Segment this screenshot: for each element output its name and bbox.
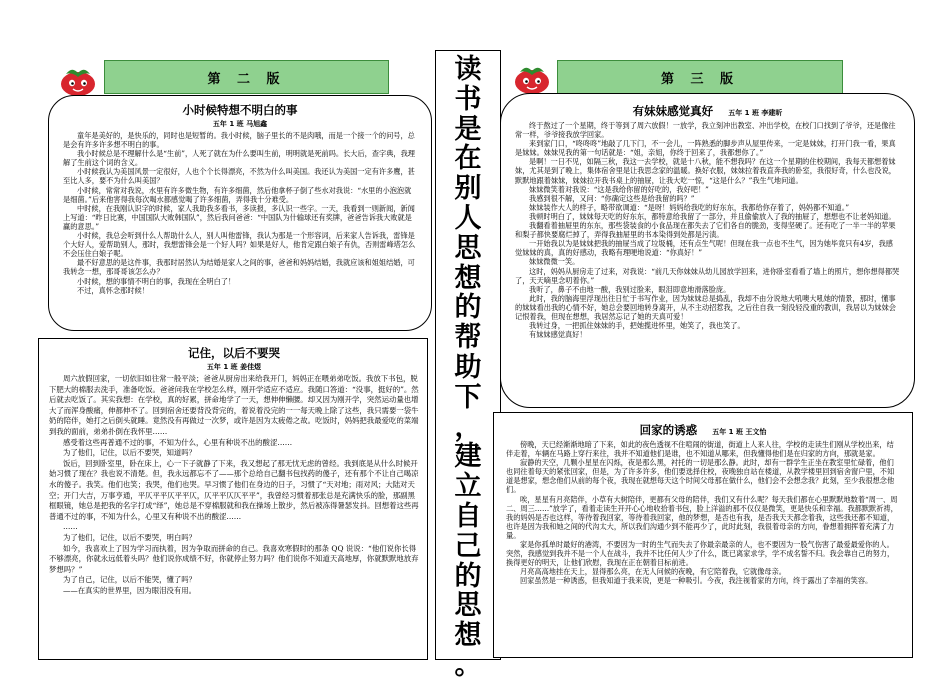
vertical-quote-char: 建 bbox=[454, 441, 482, 473]
paragraph: 最不好意思的是这件事，我那时居然认为结婚是家人之间的事，爸爸和妈妈结婚，我就应该和姐姐结婚，可我转念一想，那哥哥该怎么办？ bbox=[63, 258, 415, 277]
page-number-label: 第 二 版 bbox=[207, 71, 286, 87]
paragraph: 妹妹微笑着对我说：“这是我给你留的好吃的，我好吧！” bbox=[529, 184, 709, 194]
strawberry-logo-right bbox=[510, 56, 554, 96]
paragraph: 童年是美好的，是快乐的，同时也是短暂的。我小时候，脑子里长的不是肉哦，而是一个接一个的问号，总是会有许多许多想不明白的事。 bbox=[63, 131, 415, 150]
paragraph: 中时候，在我刚认识字的时候，家人我助我多看书，多读报，多认识一些字。一天，我看到一则新闻，新闻上写道：“昨日比赛，中国国队大败韩国队”，然后我问爸爸：“中国队为什输球还有奖牌，爸爸告诉我大败就是赢的意思。” bbox=[63, 203, 415, 231]
paragraph: 饭后，回到卧室里，卧在床上，心一下子就静了下来，我又想起了那无忧无虑的曾经。我到底是从什么时候开始习惯了现在？我也说不清楚。但，我永远都忘不了——那个总给自己翻书包找药的傻子，还有那个不让自己喝凉水的傻子。我笑。他们也笑；我哭，他们也哭。早习惯了他们在身边的日子，习惯了“天对地；雨对风；大陆对天空；开门大吉，万事亨通，平仄平平仄平平仄，仄平平仄仄平平”，我曾经习惯着那张总是充满快乐的脸，那副黑框眼镜，她总是把我的名字打成“绎”，她总是不穿棉服就和我在操场上散步，然后被冻得暑瑟发抖。回想着这些再普通不过的事，不知为什么，心里又有种说不出的酸涩…… bbox=[49, 458, 419, 521]
vertical-quote-char: 立 bbox=[454, 471, 482, 503]
vertical-quote bbox=[455, 51, 482, 681]
vertical-quote-char: 别 bbox=[454, 173, 482, 205]
vertical-quote-column bbox=[435, 50, 501, 681]
article-heading bbox=[506, 419, 900, 438]
vertical-quote-char: 是 bbox=[454, 113, 482, 145]
vertical-quote-char: 下 bbox=[454, 381, 482, 413]
vertical-quote-char: ， bbox=[454, 411, 482, 443]
vertical-quote-char: 自 bbox=[454, 500, 482, 532]
paragraph: 小时候，常常对我说，水里有许多微生物，有许多细菌，然后他拿杯子倒了些水对我说：“水里的小泡泡就是细菌。”后来他害得我每次喝水都感觉喝了许多细菌，弄得我十分难受。 bbox=[63, 185, 412, 204]
vertical-quote-char: 的 bbox=[454, 292, 482, 324]
paragraph: …… bbox=[63, 522, 78, 532]
paragraph: 不过，真怀念那时候！ bbox=[77, 285, 149, 295]
vertical-quote-char: 己 bbox=[454, 530, 482, 562]
paragraph: 小时候，我总会听到什么人帮助什么人，别人叫他雷锋，我认为那是一个形容词，后来家人告诉我，雷锋是个大好人，爱帮助别人，那时，我想雷锋会是一个好人吗？如果是好人，他肯定跟白娘子有仇，否则雷峰塔怎么不会压住白娘子呢。 bbox=[63, 231, 416, 259]
paragraph: 月亮高高地挂在天上，显得那么亮，在无人问候的夜晚，有它陪着我，它就像母亲。 bbox=[520, 567, 786, 577]
paragraph: 妹妹微微一笑。 bbox=[529, 257, 580, 267]
paragraph: 我感到很不解，又问：“你确定这些是给我留的吗？” bbox=[529, 193, 695, 203]
vertical-quote-char: 想 bbox=[454, 262, 482, 294]
paragraph: 妹妹装作大人的样子，略带欲调道：“是呀！妈妈给我吃的好东东，我都给你存着了，妈妈都不知道。” bbox=[529, 202, 850, 212]
vertical-quote-char: 帮 bbox=[454, 322, 482, 354]
paragraph: 终于熬过了一个星期，终于等到了周六放假！一放学，我立刻冲出教室、冲出学校，在校门口找到了爷爷，还是像往常一样，爷爷接我放学回家。 bbox=[515, 121, 896, 140]
paragraph: 家是你孤单时最好的港湾，不要因为一时的生气而失去了你最亲最亲的人，也不要因为一股气伤害了最爱最爱你的人。突然，我感觉到我并不是一个人在战斗，我并不比任何人少了什么，既已离家求学，学不成名誓不归。我会靠自己的努力，换得更好的明天，让他们欣慰，我现在正在朝着目标前进。 bbox=[506, 540, 895, 568]
paragraph: 回家虽然是一种诱惑，但我知道于我来说，更是一种吸引。今夜，我注视着家的方向，终于露出了幸福的笑容。 bbox=[520, 576, 873, 586]
article-body bbox=[49, 374, 419, 596]
paragraph: 一开始我以为是妹妹把我的抽屉当成了垃圾桶，还有点生气呢！但现在我一点也不生气，因为她毕竟只有4岁，我感觉妹妹的真，真的好感动，我略有理哽地说道：“你真好！” bbox=[515, 239, 893, 258]
article-body bbox=[63, 131, 417, 295]
paragraph: 为了他们，记住，以后不要哭，明白吗？ bbox=[63, 532, 197, 542]
paragraph: ——在真实的世界里，因为眼泪没有用。 bbox=[63, 585, 197, 595]
paragraph: 唉，星星有月亮陪伴，小草有大树陪伴，更都有父母的陪伴，我们又有什么呢？每天我们都在心里默默地数着“周一、周二、周三……”放学了，看着走读生开开心心地收拾着书包，脸上洋溢的那不仅仅是微笑，更是快乐和幸福。我都默默祈祷，我的妈妈是否也这样，等待着我回家，等待着我回家，他的梦想，是否也有我，是否我天天都念着我，这些我还都不知道，也许是因为我和她之间的代沟太大，所以我们沟通少到不能再少了，此时此刻，我很着母亲的方向，眷想着拥挥着充满了力量。 bbox=[506, 494, 898, 540]
vertical-quote-char: 助 bbox=[454, 351, 482, 383]
article-box-home bbox=[493, 412, 913, 658]
article-box-crying bbox=[38, 338, 428, 660]
article-title: 有妹妹感觉真好 bbox=[632, 104, 714, 118]
paragraph: 有妹妹感觉真好！ bbox=[529, 330, 587, 340]
vertical-quote-char: 读 bbox=[454, 54, 482, 85]
article-author: 五年 1 班 李建昕 bbox=[728, 109, 783, 117]
paragraph: 我转过身，一把抓住妹妹的手，把她揽进怀里，她笑了，我也笑了。 bbox=[529, 321, 745, 331]
paragraph: 我顿时明白了，妹妹每天吃的好东东，都特意给我留了一部分，并且偷偷放入了我的抽屉了，想想也不让老妈知道。 bbox=[529, 211, 896, 221]
vertical-quote-char: 的 bbox=[454, 560, 482, 592]
article-title: 回家的诱惑 bbox=[639, 423, 698, 437]
vertical-quote-char: 在 bbox=[454, 143, 482, 175]
vertical-quote-char: 人 bbox=[454, 202, 482, 234]
article-author: 五年 1 班 姜佳煜 bbox=[206, 363, 262, 371]
paragraph: 为了他们，记住，以后不要哭，知道吗？ bbox=[63, 448, 197, 458]
article-title: 记住，以后不要哭 bbox=[188, 346, 280, 360]
paragraph: 如今，我喜欢上了因为学习而执着，因为争取而拼命的自己。我喜欢寒假时的那条 QQ 说说：“他们说你长得不够漂亮，你就永远低着头吗？他们说你成绩不好，你就停止努力吗？他们说你不知道天高地厚，你就默默地放弃梦想吗？” bbox=[49, 543, 419, 574]
paragraph: 我听了，鼻子不由地一酸，我别过脸来，眼泪即意地滑落脸庞。 bbox=[529, 284, 731, 294]
paragraph: 小时候，想的事情不明白的事，我现在全明白了！ bbox=[77, 276, 236, 286]
vertical-quote-char: 思 bbox=[454, 590, 482, 622]
paragraph: 我小时候总是不理解什么是“生前”，人死了就在为什么要叫生前，明明就是死前吗。长大后，查字典，我理解了生前这个词的含义。 bbox=[63, 149, 415, 168]
paragraph: 周六放假回家，一切依旧如往常一般平淡；爸爸从厨房出来给我开门，妈妈正在喂弟弟吃饭。我放下书包，脱下肥大的棉服去洗手，准备吃饭。爸爸问我在学校怎么样，刚开学适应不适应。我随口答道：“没事，挺好的”。然后就去吃饭了。其实我想：在学校，真的好累，拼命地学了一天，想伸伸懒腰。却又因为刚开学，突然运动量也增大了而浑身酸痛，伸都伸不了。回到宿舍还要背没背完的，着说着没完的一一每天晚上除了这些，我只需要一袋牛奶的陪伴，她打之后倒头就睡。竟然没有再做过一次梦，或许是因为太疲倦之故。吃饭时，妈妈把我最爱吃的菜端到我的面前，弟弟扑倒在我怀里…… bbox=[49, 374, 419, 436]
article-author: 五年 1 班 马旭鑫 bbox=[212, 120, 268, 128]
paragraph: 小时候我认为美国风景一定很好，人也个个长得漂亮，不然为什么叫美国。我还认为美国一定有许多鹰，甚至比人多，要不为什么叫美国？ bbox=[63, 167, 415, 186]
strawberry-logo-left bbox=[56, 58, 100, 98]
vertical-quote-char: 书 bbox=[454, 83, 482, 115]
page-header-right bbox=[557, 60, 843, 94]
article-author: 五年 1 班 王文怡 bbox=[712, 428, 767, 436]
paragraph: 寂静的天空，几颗小星星在闪烁，夜是那么黑，衬托的一切是那么静。此时，却有一群学生正坐在教室里忙碌着，他们也同往着每天的紧张回家，但是，为了许多许多，他们要选择住校，夜晚独自站在楼道，从教学楼里回到宿舍窗户里，不知道是想家，想念他们从前的每个夜，我现在就想每天这个时间父母那在做什么，他们会不会想念我？此刻，至少我很想念他们。 bbox=[506, 458, 895, 495]
paragraph: 我翻看着抽屉里的东东，那些袋装食的小食品现在都失去了它们各自的脆劲，变得坚硬了。还有吃了一半一半的苹果和梨子都快要腐烂掉了，弄得我抽屉里的书本染得到处都是污渍。 bbox=[515, 221, 896, 240]
paragraph: 为了自己，记住，以后不能哭，懂了吗？ bbox=[63, 575, 197, 585]
article-body bbox=[515, 121, 900, 339]
paragraph: 来到家门口，“咚咚咚”地敲了几下门，不一会儿，一阵熟悉的脚步声从屋里传来，一定是妹妹，打开门我一看，果真是妹妹。妹妹见我的第一句话就是：“姐，亲姐，你终于回来了，我都想你了。” bbox=[515, 139, 896, 158]
article-title: 小时候特想不明白的事 bbox=[182, 103, 298, 117]
article-box-sister bbox=[500, 93, 915, 408]
paragraph: 此时，我的脑海里浮现出往日忙于书写作业，因为妹妹总是捣乱，我却不由分说地大吼噢大吼她的情景，那时，懂事的妹妹看出我的心情不好，她总会要回地转身离开，从不主动招惹我，之后往自我一刻没轻没重的教训，我居以为妹妹会记恨着我，但现在想想，我居然忘记了她的天真可爱！ bbox=[515, 293, 896, 321]
page-header-left bbox=[104, 60, 389, 94]
paragraph: 是啊！一日不见，如隔三秋，我这一去学校，就是十八秋，能不想我吗？在这一个星期的住校期间，我每天都想着妹妹，尤其是到了晚上，集体宿舍里是让我思念家的温暖。换好衣服，妹妹拉着我直奔我的卧室，我很好奇，什么也没说，默默地跟着妹妹，妹妹拉开我书桌上的抽屉，让我大吃一惊，“这是什么？”我生气地问道。 bbox=[515, 157, 896, 185]
article-heading bbox=[515, 100, 900, 119]
vertical-quote-char: 。 bbox=[454, 649, 482, 681]
paragraph: 感受着这些再普通不过的事，不知为什么，心里有种说不出的酸涩…… bbox=[63, 437, 293, 447]
vertical-quote-char: 思 bbox=[454, 232, 482, 264]
paragraph: 这时，妈妈从厨房走了过来，对我说：“前几天你妹妹从幼儿园放学回来，进你卧室看看了墙上的照片，想你想得都哭了，天天嘀里念叨着你。” bbox=[515, 266, 900, 285]
vertical-quote-char: 想 bbox=[454, 620, 482, 652]
article-box-childhood bbox=[48, 95, 432, 331]
paragraph: 傍晚，天已经渐渐地暗了下来，如此的夜色透视不住喧闹的街道，街道上人来人往，学校的走读生们刚从学校出来，结伴走着，车辆在马路上穿行来往，我并不知道他们是谁，也不知道从哪来，但我懂得他们是在归家的方向，那就是家。 bbox=[506, 440, 894, 459]
page-number-label: 第 三 版 bbox=[660, 71, 740, 87]
article-body bbox=[506, 440, 900, 586]
